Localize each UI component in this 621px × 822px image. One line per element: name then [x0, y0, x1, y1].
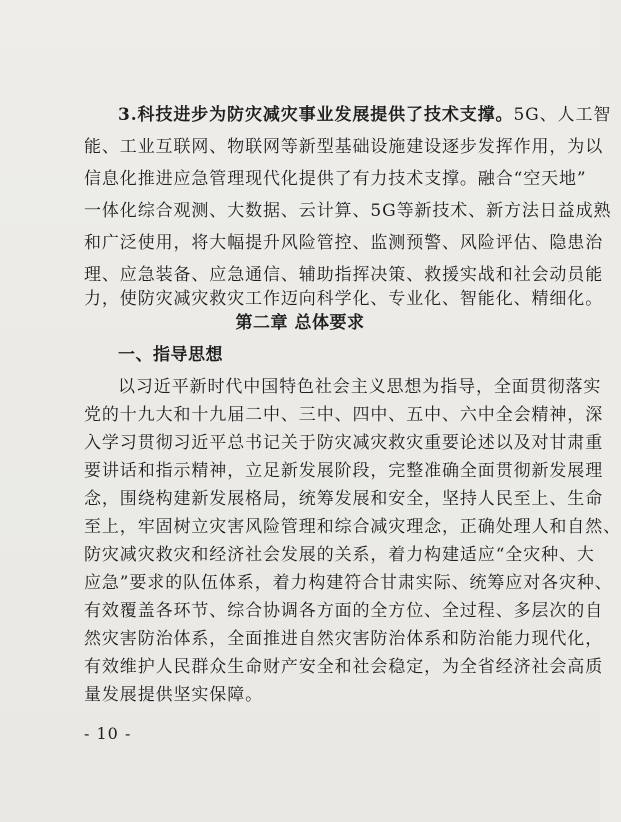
- chapter-title: 第二章 总体要求: [235, 313, 365, 333]
- paragraph1-line: 一体化综合观测、大数据、云计算、5G等新技术、新方法日益成熟: [84, 201, 612, 221]
- paragraph2-line: 防灾减灾救灾和经济社会发展的关系，着力构建适应“全灾种、大: [84, 545, 595, 565]
- paragraph1-line: 理、应急装备、应急通信、辅助指挥决策、救援实战和社会动员能: [84, 265, 604, 285]
- paragraph2-line: 然灾害防治体系，全面推进自然灾害防治体系和防治能力现代化，: [84, 629, 604, 649]
- paragraph1-line: 和广泛使用，将大幅提升风险管控、监测预警、风险评估、隐患治: [84, 233, 604, 253]
- paragraph2-line: 有效维护人民群众生命财产安全和社会稳定，为全省经济社会高质: [84, 657, 604, 677]
- paragraph1-line: 信息化推进应急管理现代化提供了有力技术支撑。融合“空天地”: [84, 169, 587, 189]
- paragraph2-line: 念，围绕构建新发展格局，统筹发展和安全，坚持人民至上、生命: [84, 489, 604, 509]
- paragraph2-line: 应急”要求的队伍体系，着力构建符合甘肃实际、统筹应对各灾种、: [84, 573, 613, 593]
- paragraph1-heading: 3.科技进步为防灾减灾事业发展提供了技术支撑。: [118, 105, 514, 125]
- page-number: - 10 -: [84, 724, 132, 743]
- paragraph1-line1-rest: 5G、人工智: [513, 105, 612, 125]
- paragraph2-line: 有效覆盖各环节、综合协调各方面的全方位、全过程、多层次的自: [84, 601, 604, 621]
- section-title: 一、指导思想: [118, 345, 223, 365]
- paragraph2-line: 至上，牢固树立灾害风险管理和综合减灾理念，正确处理人和自然、: [84, 517, 621, 537]
- paragraph2-line: 以习近平新时代中国特色社会主义思想为指导，全面贯彻落实: [118, 377, 602, 397]
- paragraph2-line: 党的十九大和十九届二中、三中、四中、五中、六中全会精神，深: [84, 405, 604, 425]
- paragraph2-line: 量发展提供坚实保障。: [84, 685, 263, 705]
- paragraph1-line: 能、工业互联网、物联网等新型基础设施建设逐步发挥作用，为以: [84, 137, 604, 157]
- paragraph1-line: 力，使防灾减灾救灾工作迈向科学化、专业化、智能化、精细化。: [84, 289, 604, 309]
- paragraph2-line: 要讲话和指示精神，立足新发展阶段，完整准确全面贯彻新发展理: [84, 461, 604, 481]
- paragraph2-line: 入学习贯彻习近平总书记关于防灾减灾救灾重要论述以及对甘肃重: [84, 433, 604, 453]
- paragraph1-line1: [118, 100, 612, 130]
